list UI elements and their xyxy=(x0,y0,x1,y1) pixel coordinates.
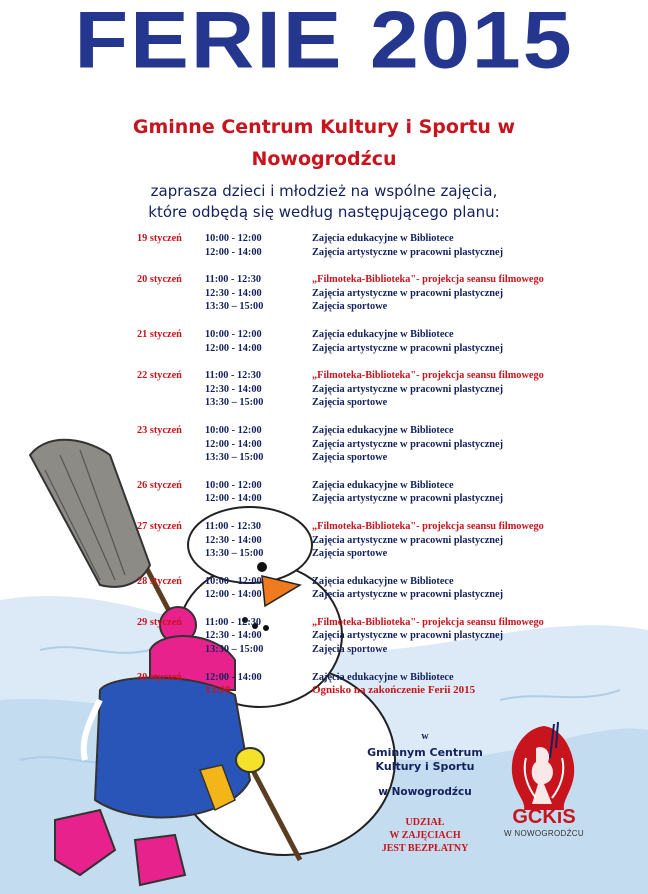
schedule-date: 23 styczeń xyxy=(137,424,182,436)
schedule-time: 10:00 - 12:00 xyxy=(205,424,262,436)
schedule-row xyxy=(0,588,648,602)
schedule-time: 12:00 - 14:00 xyxy=(205,493,262,505)
schedule-activity: Zajęcia edukacyjne w Bibliotece xyxy=(312,233,454,244)
schedule-time: 11:00 - 12:30 xyxy=(205,520,262,532)
schedule-day xyxy=(0,479,648,506)
schedule-row xyxy=(0,684,648,698)
organizer-name-line1: Gminne Centrum Kultury i Sportu w xyxy=(132,116,516,138)
schedule-activity: Zajęcia artystyczne w pracowni plastycznej xyxy=(312,493,504,505)
schedule-activity: Zajęcia artystyczne w pracowni plastycznej xyxy=(312,589,504,601)
schedule-day xyxy=(0,616,648,657)
schedule-row xyxy=(0,300,648,314)
logo-name: GCKiS xyxy=(512,806,576,828)
schedule-activity: Zajęcia edukacyjne w Bibliotece xyxy=(312,671,454,683)
schedule-activity: „Filmoteka-Biblioteka"- projekcja seansu filmowego xyxy=(312,274,544,286)
schedule-row xyxy=(0,424,648,438)
footer-organizer-line1: Gminnym Centrum xyxy=(367,746,483,759)
schedule-row xyxy=(0,246,648,260)
schedule-row xyxy=(0,492,648,506)
schedule-time: 10:00 - 12:00 xyxy=(205,233,262,244)
schedule-date: 27 styczeń xyxy=(137,520,182,532)
schedule-day xyxy=(0,369,648,410)
free-participation-note xyxy=(360,816,490,855)
schedule-date: 19 styczeń xyxy=(137,233,182,244)
schedule-time: 12:00 - 14:00 xyxy=(205,342,262,354)
schedule-row xyxy=(0,671,648,685)
schedule-row xyxy=(0,643,648,657)
schedule-activity: „Filmoteka-Biblioteka"- projekcja seansu filmowego xyxy=(312,616,544,628)
schedule-time: 12:30 - 14:00 xyxy=(205,383,262,395)
schedule-day xyxy=(0,328,648,355)
free-note-line3: JEST BEZPŁATNY xyxy=(381,843,469,854)
schedule-activity: Zajęcia artystyczne w pracowni plastycznej xyxy=(312,287,504,299)
schedule-row xyxy=(0,369,648,383)
schedule-date: 30 styczeń xyxy=(137,671,182,683)
schedule-row xyxy=(0,451,648,465)
schedule-date: 22 styczeń xyxy=(137,370,182,382)
schedule-day xyxy=(0,671,648,698)
schedule-time: 11:00 - 12:30 xyxy=(205,274,262,286)
schedule-activity: Zajęcia sportowe xyxy=(312,548,388,560)
schedule-time: 13:30 – 15:00 xyxy=(205,452,264,464)
footer-city: w Nowogrodźcu xyxy=(378,786,472,798)
schedule-day xyxy=(0,575,648,602)
schedule-time: 10:00 - 12:00 xyxy=(205,479,262,491)
footer-organizer-line2: Kultury i Sportu xyxy=(375,760,475,773)
schedule-row xyxy=(0,479,648,493)
schedule-activity: Zajęcia artystyczne w pracowni plastycznej xyxy=(312,534,504,546)
schedule-day xyxy=(0,424,648,465)
schedule-activity: Zajęcia artystyczne w pracowni plastycznej xyxy=(312,383,504,395)
schedule-day xyxy=(0,232,648,259)
schedule-time: 12:30 - 14:00 xyxy=(205,287,262,299)
free-note-line1: UDZIAŁ xyxy=(405,817,445,828)
invitation-line2: które odbędą się według następującego planu: xyxy=(148,203,500,221)
schedule-date: 20 styczeń xyxy=(137,274,182,286)
organizer-name-line2: Nowogrodźcu xyxy=(251,148,397,170)
schedule-time: 10:00 - 12:00 xyxy=(205,328,262,340)
schedule-day xyxy=(0,520,648,561)
schedule-time: 12:00 - 14:00 xyxy=(205,589,262,601)
schedule-activity: Zajęcia edukacyjne w Bibliotece xyxy=(312,328,454,340)
schedule-time: 12:00 - 14:00 xyxy=(205,671,262,683)
schedule-time: 12:30 - 14:00 xyxy=(205,534,262,546)
schedule-date: 29 styczeń xyxy=(137,616,182,628)
schedule-activity: Zajęcia artystyczne w pracowni plastycznej xyxy=(312,438,504,450)
schedule-date: 21 styczeń xyxy=(137,328,182,340)
schedule-time: 11:00 - 12:30 xyxy=(205,370,262,382)
schedule-time: 13:30 – 15:00 xyxy=(205,301,264,313)
schedule-activity: Zajęcia sportowe xyxy=(312,452,388,464)
schedule-time: 12:00 - 14:00 xyxy=(205,246,262,258)
schedule-activity: Zajęcia edukacyjne w Bibliotece xyxy=(312,575,454,587)
schedule-time: 10:00 - 12:00 xyxy=(205,575,262,587)
schedule-time: 13:30 – 15:00 xyxy=(205,397,264,409)
free-note-line2: W ZAJĘCIACH xyxy=(389,830,461,841)
schedule-activity: Zajęcia artystyczne w pracowni plastycznej xyxy=(312,246,504,258)
schedule-date: 26 styczeń xyxy=(137,479,182,491)
invitation-line1: zaprasza dzieci i młodzież na wspólne zajęcia, xyxy=(150,182,498,200)
poster-headline: FERIE 2015 xyxy=(74,0,574,86)
schedule-row xyxy=(0,520,648,534)
schedule-activity: Zajęcia sportowe xyxy=(312,301,388,313)
schedule-time: 13:30 – 15:00 xyxy=(205,644,264,656)
schedule-activity: Zajęcia sportowe xyxy=(312,397,388,409)
schedule-row xyxy=(0,629,648,643)
schedule-row xyxy=(0,438,648,452)
schedule-row xyxy=(0,547,648,561)
schedule-row xyxy=(0,287,648,301)
footer-organizer xyxy=(350,746,500,774)
schedule-time: 13:30 – 15:00 xyxy=(205,548,264,560)
schedule-row xyxy=(0,342,648,356)
schedule-activity: „Filmoteka-Biblioteka"- projekcja seansu filmowego xyxy=(312,370,544,382)
schedule-list xyxy=(0,232,648,712)
schedule-date: 28 styczeń xyxy=(137,575,182,587)
schedule-time: 12:00 - 14:00 xyxy=(205,438,262,450)
schedule-activity: Zajęcia edukacyjne w Bibliotece xyxy=(312,424,454,436)
schedule-time: 12:30 - 14:00 xyxy=(205,630,262,642)
schedule-day xyxy=(0,273,648,314)
schedule-activity: Ognisko na zakończenie Ferii 2015 xyxy=(312,684,476,697)
schedule-activity: Zajęcia sportowe xyxy=(312,644,388,656)
schedule-row xyxy=(0,575,648,589)
schedule-row xyxy=(0,328,648,342)
schedule-activity: Zajęcia artystyczne w pracowni plastycznej xyxy=(312,630,504,642)
schedule-activity: Zajęcia edukacyjne w Bibliotece xyxy=(312,479,454,491)
schedule-activity: „Filmoteka-Biblioteka"- projekcja seansu filmowego xyxy=(312,520,544,532)
schedule-row xyxy=(0,396,648,410)
schedule-row xyxy=(0,273,648,287)
schedule-row xyxy=(0,616,648,630)
schedule-time: 13:00 xyxy=(205,684,231,697)
schedule-activity: Zajęcia artystyczne w pracowni plastycznej xyxy=(312,342,504,354)
schedule-row xyxy=(0,534,648,548)
schedule-row xyxy=(0,232,648,246)
logo-subtitle: W NOWOGRODŹCU xyxy=(504,829,584,838)
schedule-row xyxy=(0,383,648,397)
schedule-time: 11:00 - 12:30 xyxy=(205,616,262,628)
footer-w: w xyxy=(421,731,429,742)
